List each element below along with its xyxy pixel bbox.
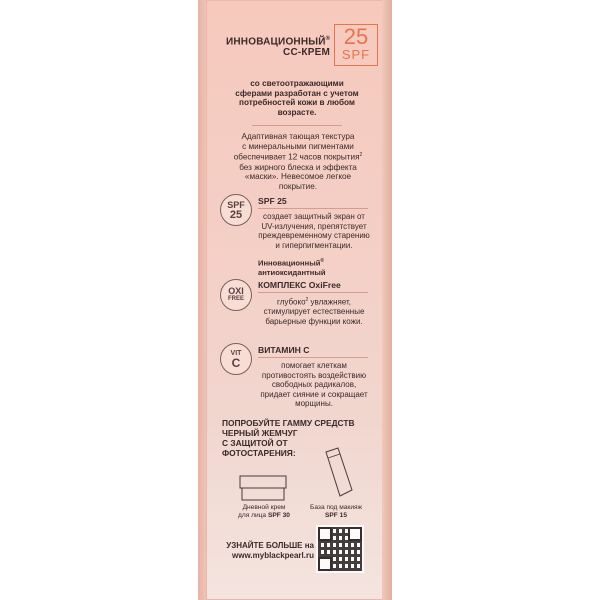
- intro-line: сферами разработан с учетом: [235, 88, 359, 98]
- texture-line: обеспечивает 12 часов покрытия: [233, 152, 360, 162]
- cream-jar-drawing: [240, 476, 286, 500]
- oxi-line: стимулирует естественные: [263, 307, 365, 317]
- spf-badge: [334, 24, 378, 66]
- intro-text: [222, 79, 372, 117]
- qr-code: [318, 527, 362, 571]
- registered-mark: ®: [325, 36, 331, 42]
- vitc-icon-top: VIT: [230, 350, 242, 357]
- qr-corner: [318, 527, 332, 541]
- promo-line: ПОПРОБУЙТЕ ГАММУ СРЕДСТВ: [222, 418, 355, 428]
- oxi-pre-line: Инновационный: [258, 258, 321, 268]
- oxi-line: барьерные функции кожи.: [265, 316, 363, 326]
- footnote-mark: 2: [305, 297, 309, 303]
- oxi-icon-top: OXI: [228, 286, 244, 296]
- spf-line: преждевременному старению: [258, 231, 370, 240]
- divider: [258, 208, 368, 209]
- product-title: [226, 36, 330, 58]
- spf-number: 25: [343, 24, 369, 49]
- tube-spf: SPF 15: [325, 512, 347, 519]
- spf-icon-top: SPF: [227, 200, 245, 210]
- vitc-line: придает сияние и сокращает: [260, 389, 368, 399]
- product-illustrations: [234, 446, 364, 502]
- texture-line: «маски». Невесомое легкое: [244, 172, 352, 182]
- footer-line: УЗНАЙТЕ БОЛЬШЕ на: [226, 541, 314, 550]
- spf-line: UV-излучения, препятствует: [261, 221, 367, 231]
- qr-corner: [318, 557, 332, 571]
- qr-corner: [348, 527, 362, 541]
- oxi-description: [252, 296, 376, 326]
- spf-description: [252, 212, 376, 250]
- vitc-description: [252, 361, 376, 409]
- oxi-heading: КОМПЛЕКС OxiFree: [258, 280, 341, 290]
- vitc-line: противостоять воздействию: [261, 370, 367, 380]
- tube-caption-line: База под макияж: [310, 504, 362, 511]
- vitc-line: помогает клеткам: [281, 361, 347, 370]
- registered-mark: ®: [320, 258, 325, 264]
- intro-line: потребностей кожи в любом: [239, 98, 355, 108]
- oxi-line: увлажняет,: [308, 297, 352, 307]
- jar-caption-line: для лица: [238, 512, 267, 519]
- promo-line: С ЗАЩИТОЙ ОТ: [222, 438, 288, 448]
- intro-line: со светоотражающими: [250, 79, 344, 88]
- vitc-heading: ВИТАМИН С: [258, 345, 310, 355]
- oxi-icon-bottom: FREE: [227, 296, 244, 302]
- vitc-icon-bottom: C: [231, 356, 241, 370]
- vitc-line: морщины.: [295, 399, 333, 408]
- tube-caption: [302, 504, 370, 520]
- divider: [258, 292, 368, 293]
- spf-line: и гиперпигментации.: [275, 240, 353, 250]
- spf-icon: [220, 194, 252, 226]
- promo-line: ЧЕРНЫЙ ЖЕМЧУГ: [222, 428, 298, 438]
- vitc-line: свободных радикалов,: [271, 380, 357, 389]
- tube-drawing: [326, 448, 352, 496]
- website-link: www.myblackpearl.ru: [232, 551, 314, 560]
- oxifree-icon: [220, 279, 252, 311]
- oxi-pre-line: антиоксидантный: [258, 267, 326, 277]
- texture-line: с минеральными пигментами: [242, 141, 354, 151]
- jar-caption: [234, 504, 294, 520]
- title-line-1: ИННОВАЦИОННЫЙ: [226, 36, 326, 48]
- footer-text: [214, 541, 314, 561]
- oxi-preheading: [258, 257, 326, 277]
- divider: [258, 357, 368, 358]
- title-line-2: CC-КРЕМ: [283, 47, 330, 59]
- promo-line: ФОТОСТАРЕНИЯ:: [222, 448, 296, 458]
- texture-text: [218, 132, 378, 191]
- texture-line: без жирного блеска и эффекта: [239, 162, 357, 172]
- jar-spf: SPF 30: [267, 512, 290, 519]
- vitamin-c-icon: [220, 343, 252, 375]
- texture-line: покрытие.: [278, 181, 318, 191]
- footnote-mark: 2: [359, 152, 363, 159]
- spf-icon-bottom: 25: [229, 209, 243, 221]
- texture-line: Адаптивная тающая текстура: [241, 132, 355, 141]
- oxi-line: глубоко: [276, 297, 306, 307]
- spf-label: SPF: [341, 47, 371, 62]
- divider: [252, 125, 342, 126]
- spf-line: создает защитный экран от: [263, 212, 365, 221]
- intro-line: возрасте.: [277, 107, 317, 117]
- box-right-flap: [382, 0, 392, 600]
- spf-heading: SPF 25: [258, 196, 287, 206]
- jar-caption-line: Дневной крем: [242, 504, 286, 511]
